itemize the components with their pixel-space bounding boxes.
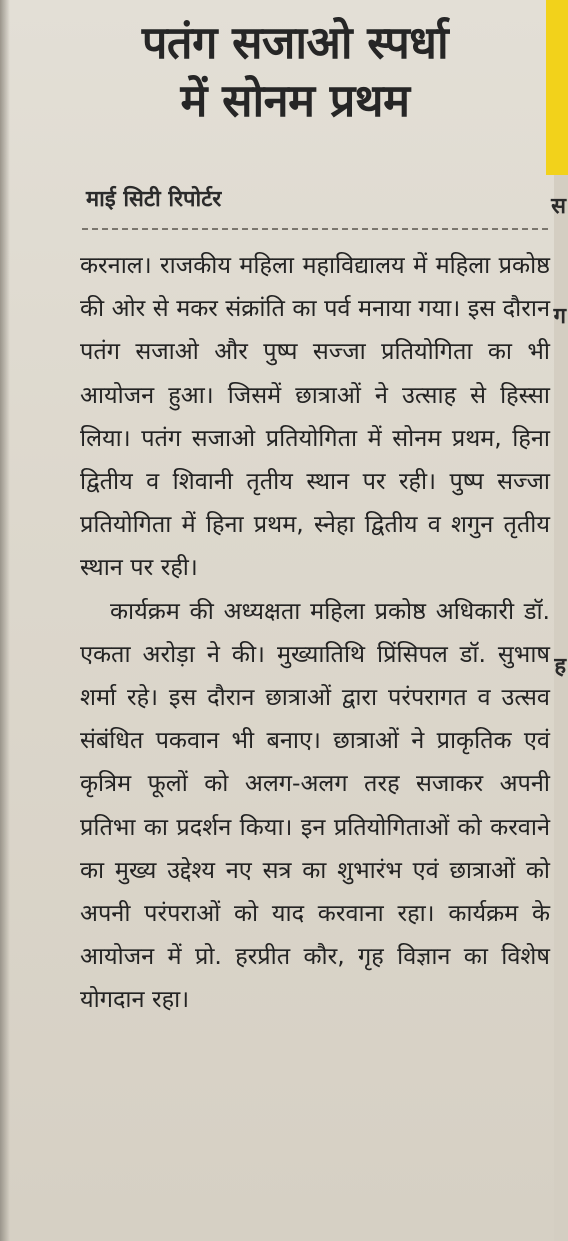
adjacent-column-glyph: ग [553,303,566,329]
adjacent-column-edge [554,175,568,1241]
headline-line-1: पतंग सजाओ स्पर्धा [141,16,449,69]
byline-divider [82,228,548,230]
adjacent-column-glyph: ह [554,653,566,679]
article-paragraph-1: करनाल। राजकीय महिला महाविद्यालय में महिला प्रकोष्ठ की ओर से मकर संक्रांति का पर्व मनाया गया। इस दौरान पतंग सजाओ और पुष्प सज्जा प्रतियोगिता का भी आयोजन हुआ। जिसमें छात्राओं ने उत्साह से हिस्सा लिया। पतंग सजाओ प्रतियोगिता में सोनम प्रथम, हिना द्वितीय व शिवानी तृतीय स्थान पर रही। पुष्प सज्जा प्रतियोगिता में हिना प्रथम, स्नेहा द्वितीय व शगुन तृतीय स्थान पर रही। [80,251,550,582]
article-body [80,244,550,1022]
yellow-color-strip [546,0,568,175]
headline-line-2: में सोनम प्रथम [180,74,410,127]
article-paragraph-2: कार्यक्रम की अध्यक्षता महिला प्रकोष्ठ अधिकारी डॉ. एकता अरोड़ा ने की। मुख्यातिथि प्रिंसिपल डॉ. सुभाष शर्मा रहे। इस दौरान छात्राओं द्वारा परंपरागत व उत्सव संबंधित पकवान भी बनाए। छात्राओं ने प्राकृतिक एवं कृत्रिम फूलों को अलग-अलग तरह सजाकर अपनी प्रतिभा का प्रदर्शन किया। इन प्रतियोगिताओं को करवाने का मुख्य उद्देश्य नए सत्र का शुभारंभ एवं छात्राओं को अपनी परंपराओं को याद करवाना रहा। कार्यक्रम के आयोजन में प्रो. हरप्रीत कौर, गृह विज्ञान का विशेष योगदान रहा। [80,596,550,1014]
article-headline [60,14,530,130]
adjacent-column-glyph: स [551,193,566,219]
reporter-byline: माई सिटी रिपोर्टर [86,187,222,212]
page-fold-shadow [0,0,10,1241]
